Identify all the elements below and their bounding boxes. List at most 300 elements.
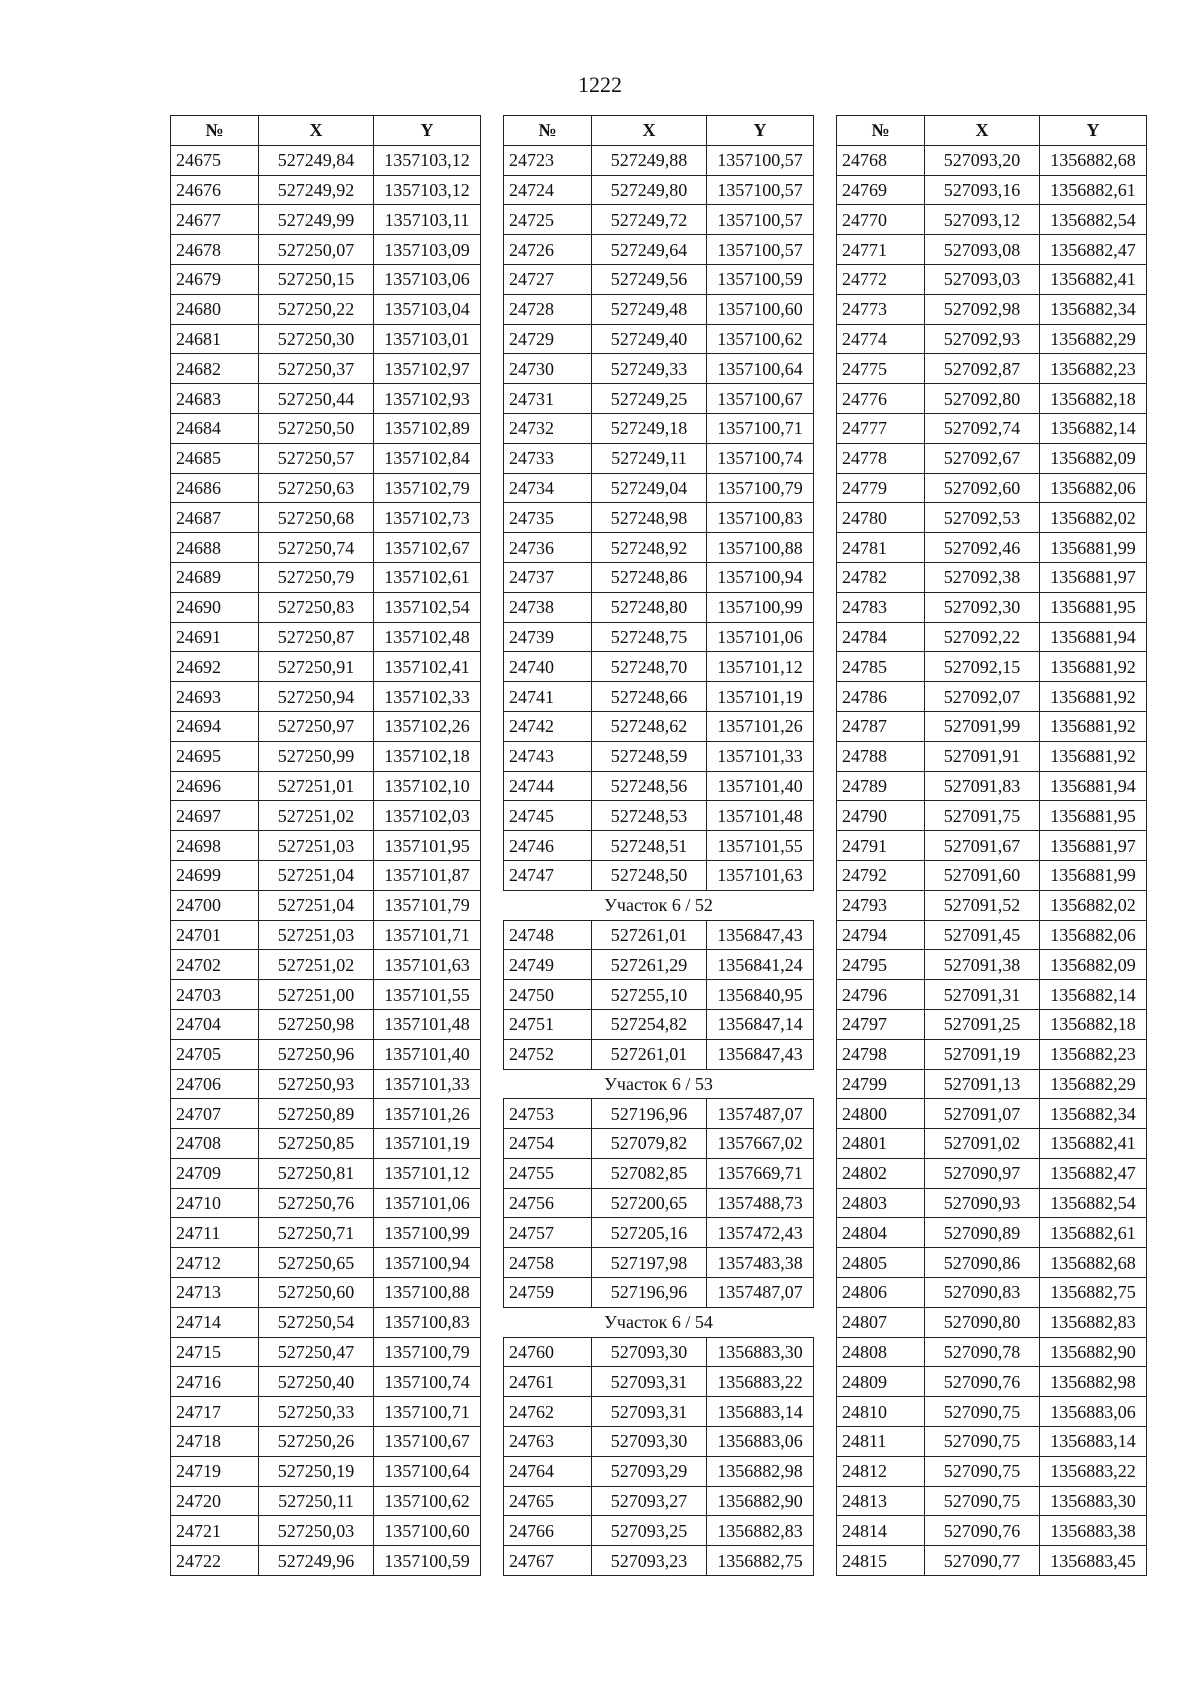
y-coordinate: 1356882,09	[1040, 443, 1147, 473]
x-coordinate: 527251,01	[259, 771, 374, 801]
table-row	[504, 264, 814, 294]
point-number: 24747	[504, 860, 592, 890]
table-row	[171, 443, 481, 473]
point-number: 24789	[837, 771, 925, 801]
x-coordinate: 527249,40	[592, 324, 707, 354]
x-coordinate: 527248,56	[592, 771, 707, 801]
x-coordinate: 527092,53	[925, 503, 1040, 533]
table-row	[504, 503, 814, 533]
point-number: 24697	[171, 801, 259, 831]
table-row	[504, 622, 814, 652]
point-number: 24740	[504, 652, 592, 682]
point-number: 24718	[171, 1427, 259, 1457]
y-coordinate: 1356882,61	[1040, 175, 1147, 205]
x-coordinate: 527251,02	[259, 950, 374, 980]
x-coordinate: 527249,33	[592, 354, 707, 384]
y-coordinate: 1356882,41	[1040, 1129, 1147, 1159]
x-coordinate: 527250,33	[259, 1397, 374, 1427]
y-coordinate: 1357100,57	[707, 205, 814, 235]
point-number: 24811	[837, 1427, 925, 1457]
y-coordinate: 1356882,54	[1040, 205, 1147, 235]
x-coordinate: 527250,89	[259, 1099, 374, 1129]
point-number: 24765	[504, 1486, 592, 1516]
table-row	[171, 920, 481, 950]
point-number: 24771	[837, 235, 925, 265]
x-coordinate: 527250,50	[259, 413, 374, 443]
y-coordinate: 1356883,14	[707, 1397, 814, 1427]
table-row	[171, 890, 481, 920]
point-number: 24709	[171, 1158, 259, 1188]
x-coordinate: 527091,60	[925, 860, 1040, 890]
table-row	[504, 562, 814, 592]
point-number: 24717	[171, 1397, 259, 1427]
section-label: Участок 6 / 52	[504, 890, 814, 920]
table-row	[171, 175, 481, 205]
y-coordinate: 1356883,06	[1040, 1397, 1147, 1427]
table-row	[504, 1486, 814, 1516]
table-row	[171, 354, 481, 384]
x-coordinate: 527249,56	[592, 264, 707, 294]
x-coordinate: 527248,80	[592, 592, 707, 622]
y-coordinate: 1356881,97	[1040, 831, 1147, 861]
x-coordinate: 527248,66	[592, 682, 707, 712]
table-row	[837, 1427, 1147, 1457]
point-number: 24760	[504, 1337, 592, 1367]
table-row	[837, 950, 1147, 980]
point-number: 24694	[171, 711, 259, 741]
y-coordinate: 1357101,26	[707, 711, 814, 741]
table-row	[837, 145, 1147, 175]
y-coordinate: 1356882,02	[1040, 890, 1147, 920]
x-coordinate: 527093,25	[592, 1516, 707, 1546]
table-row	[171, 1427, 481, 1457]
table-row	[171, 1069, 481, 1099]
table-row	[504, 235, 814, 265]
point-number: 24727	[504, 264, 592, 294]
y-coordinate: 1356882,68	[1040, 1248, 1147, 1278]
x-coordinate: 527251,03	[259, 920, 374, 950]
point-number: 24692	[171, 652, 259, 682]
table-row	[837, 205, 1147, 235]
table-row	[837, 860, 1147, 890]
x-coordinate: 527250,47	[259, 1337, 374, 1367]
y-coordinate: 1356882,14	[1040, 413, 1147, 443]
y-coordinate: 1357102,84	[374, 443, 481, 473]
table-row	[837, 1248, 1147, 1278]
y-coordinate: 1357100,71	[707, 413, 814, 443]
y-coordinate: 1356883,22	[707, 1367, 814, 1397]
x-coordinate: 527093,31	[592, 1367, 707, 1397]
table-row	[504, 652, 814, 682]
point-number: 24770	[837, 205, 925, 235]
point-number: 24749	[504, 950, 592, 980]
point-number: 24730	[504, 354, 592, 384]
table-row	[837, 1158, 1147, 1188]
x-coordinate: 527092,38	[925, 562, 1040, 592]
point-number: 24736	[504, 533, 592, 563]
table-row	[837, 384, 1147, 414]
y-coordinate: 1357100,94	[374, 1248, 481, 1278]
x-coordinate: 527251,00	[259, 980, 374, 1010]
x-coordinate: 527249,04	[592, 473, 707, 503]
point-number: 24741	[504, 682, 592, 712]
table-row	[504, 741, 814, 771]
y-coordinate: 1357101,33	[374, 1069, 481, 1099]
y-coordinate: 1357100,60	[374, 1516, 481, 1546]
y-coordinate: 1356882,61	[1040, 1218, 1147, 1248]
y-coordinate: 1356883,06	[707, 1427, 814, 1457]
point-number: 24720	[171, 1486, 259, 1516]
y-coordinate: 1356882,34	[1040, 294, 1147, 324]
table-row	[837, 1069, 1147, 1099]
table-row	[504, 294, 814, 324]
table-row	[504, 1427, 814, 1457]
y-coordinate: 1357101,87	[374, 860, 481, 890]
y-coordinate: 1357103,12	[374, 175, 481, 205]
point-number: 24684	[171, 413, 259, 443]
point-number: 24728	[504, 294, 592, 324]
x-coordinate: 527250,22	[259, 294, 374, 324]
y-coordinate: 1357100,62	[707, 324, 814, 354]
point-number: 24719	[171, 1456, 259, 1486]
table-row	[504, 324, 814, 354]
y-coordinate: 1357100,57	[707, 145, 814, 175]
table-row	[837, 1337, 1147, 1367]
x-coordinate: 527250,91	[259, 652, 374, 682]
point-number: 24792	[837, 860, 925, 890]
point-number: 24713	[171, 1278, 259, 1308]
y-coordinate: 1357100,71	[374, 1397, 481, 1427]
table-row	[837, 264, 1147, 294]
x-coordinate: 527248,70	[592, 652, 707, 682]
table-row	[171, 294, 481, 324]
y-coordinate: 1357100,79	[707, 473, 814, 503]
x-coordinate: 527250,74	[259, 533, 374, 563]
point-number: 24690	[171, 592, 259, 622]
table-row	[837, 1516, 1147, 1546]
x-coordinate: 527251,04	[259, 890, 374, 920]
table-row	[504, 1397, 814, 1427]
point-number: 24795	[837, 950, 925, 980]
point-number: 24704	[171, 1009, 259, 1039]
point-number: 24743	[504, 741, 592, 771]
point-number: 24725	[504, 205, 592, 235]
point-number: 24685	[171, 443, 259, 473]
table-row	[837, 1278, 1147, 1308]
y-coordinate: 1357100,99	[707, 592, 814, 622]
table-row	[837, 801, 1147, 831]
table-row	[171, 1307, 481, 1337]
table-row	[837, 920, 1147, 950]
point-number: 24805	[837, 1248, 925, 1278]
table-row	[504, 473, 814, 503]
point-number: 24746	[504, 831, 592, 861]
point-number: 24739	[504, 622, 592, 652]
table-row	[837, 324, 1147, 354]
y-coordinate: 1356882,18	[1040, 384, 1147, 414]
y-coordinate: 1356882,06	[1040, 920, 1147, 950]
table-row	[837, 1188, 1147, 1218]
point-number: 24815	[837, 1546, 925, 1576]
table-row	[171, 503, 481, 533]
x-coordinate: 527090,75	[925, 1486, 1040, 1516]
table-row	[837, 1009, 1147, 1039]
x-coordinate: 527250,44	[259, 384, 374, 414]
x-coordinate: 527093,29	[592, 1456, 707, 1486]
x-coordinate: 527250,93	[259, 1069, 374, 1099]
point-number: 24729	[504, 324, 592, 354]
x-coordinate: 527250,07	[259, 235, 374, 265]
x-coordinate: 527249,84	[259, 145, 374, 175]
y-coordinate: 1357102,10	[374, 771, 481, 801]
point-number: 24773	[837, 294, 925, 324]
table-row	[171, 1218, 481, 1248]
x-coordinate: 527200,65	[592, 1188, 707, 1218]
point-number: 24742	[504, 711, 592, 741]
x-coordinate: 527092,87	[925, 354, 1040, 384]
table-row	[171, 562, 481, 592]
point-number: 24806	[837, 1278, 925, 1308]
y-coordinate: 1357100,64	[707, 354, 814, 384]
x-coordinate: 527250,76	[259, 1188, 374, 1218]
point-number: 24682	[171, 354, 259, 384]
y-coordinate: 1357102,93	[374, 384, 481, 414]
y-coordinate: 1357101,06	[374, 1188, 481, 1218]
point-number: 24722	[171, 1546, 259, 1576]
y-coordinate: 1356841,24	[707, 950, 814, 980]
y-coordinate: 1356882,14	[1040, 980, 1147, 1010]
table-row	[171, 384, 481, 414]
table-row	[171, 1009, 481, 1039]
table-row	[837, 562, 1147, 592]
table-row	[171, 1516, 481, 1546]
section-row	[504, 890, 814, 920]
point-number: 24756	[504, 1188, 592, 1218]
table-row	[171, 622, 481, 652]
table-row	[504, 1188, 814, 1218]
table-row	[171, 771, 481, 801]
y-coordinate: 1357483,38	[707, 1248, 814, 1278]
table-row	[837, 682, 1147, 712]
x-coordinate: 527249,99	[259, 205, 374, 235]
point-number: 24810	[837, 1397, 925, 1427]
column-header-number: №	[504, 116, 592, 146]
point-number: 24711	[171, 1218, 259, 1248]
y-coordinate: 1357101,40	[374, 1039, 481, 1069]
x-coordinate: 527092,98	[925, 294, 1040, 324]
y-coordinate: 1356881,92	[1040, 652, 1147, 682]
x-coordinate: 527196,96	[592, 1278, 707, 1308]
table-row	[171, 1248, 481, 1278]
point-number: 24700	[171, 890, 259, 920]
table-row	[837, 473, 1147, 503]
y-coordinate: 1356882,47	[1040, 235, 1147, 265]
point-number: 24782	[837, 562, 925, 592]
y-coordinate: 1357100,59	[707, 264, 814, 294]
x-coordinate: 527249,96	[259, 1546, 374, 1576]
y-coordinate: 1357100,79	[374, 1337, 481, 1367]
table-row	[837, 592, 1147, 622]
x-coordinate: 527261,01	[592, 920, 707, 950]
table-row	[837, 1039, 1147, 1069]
point-number: 24763	[504, 1427, 592, 1457]
coordinates-table-3	[836, 115, 1147, 1576]
x-coordinate: 527250,03	[259, 1516, 374, 1546]
table-row	[837, 354, 1147, 384]
table-row	[171, 592, 481, 622]
point-number: 24703	[171, 980, 259, 1010]
y-coordinate: 1356882,98	[707, 1456, 814, 1486]
y-coordinate: 1357472,43	[707, 1218, 814, 1248]
point-number: 24726	[504, 235, 592, 265]
point-number: 24678	[171, 235, 259, 265]
point-number: 24776	[837, 384, 925, 414]
table-row	[171, 801, 481, 831]
table-row	[171, 682, 481, 712]
point-number: 24687	[171, 503, 259, 533]
table-row	[504, 1278, 814, 1308]
x-coordinate: 527093,16	[925, 175, 1040, 205]
x-coordinate: 527091,67	[925, 831, 1040, 861]
y-coordinate: 1357100,57	[707, 235, 814, 265]
point-number: 24799	[837, 1069, 925, 1099]
x-coordinate: 527092,74	[925, 413, 1040, 443]
x-coordinate: 527249,64	[592, 235, 707, 265]
y-coordinate: 1357100,83	[374, 1307, 481, 1337]
x-coordinate: 527250,60	[259, 1278, 374, 1308]
point-number: 24701	[171, 920, 259, 950]
point-number: 24767	[504, 1546, 592, 1576]
y-coordinate: 1357100,94	[707, 562, 814, 592]
x-coordinate: 527250,57	[259, 443, 374, 473]
table-row	[504, 1248, 814, 1278]
table-row	[171, 145, 481, 175]
point-number: 24787	[837, 711, 925, 741]
y-coordinate: 1357102,73	[374, 503, 481, 533]
x-coordinate: 527090,86	[925, 1248, 1040, 1278]
x-coordinate: 527250,63	[259, 473, 374, 503]
x-coordinate: 527250,19	[259, 1456, 374, 1486]
point-number: 24681	[171, 324, 259, 354]
point-number: 24807	[837, 1307, 925, 1337]
x-coordinate: 527261,29	[592, 950, 707, 980]
x-coordinate: 527250,11	[259, 1486, 374, 1516]
x-coordinate: 527091,07	[925, 1099, 1040, 1129]
x-coordinate: 527250,96	[259, 1039, 374, 1069]
y-coordinate: 1357100,99	[374, 1218, 481, 1248]
point-number: 24702	[171, 950, 259, 980]
x-coordinate: 527249,80	[592, 175, 707, 205]
table-row	[837, 1129, 1147, 1159]
y-coordinate: 1356882,29	[1040, 1069, 1147, 1099]
point-number: 24808	[837, 1337, 925, 1367]
table-row	[837, 711, 1147, 741]
point-number: 24796	[837, 980, 925, 1010]
y-coordinate: 1357101,95	[374, 831, 481, 861]
point-number: 24803	[837, 1188, 925, 1218]
y-coordinate: 1357101,40	[707, 771, 814, 801]
x-coordinate: 527090,78	[925, 1337, 1040, 1367]
table-row	[504, 175, 814, 205]
table-row	[504, 1218, 814, 1248]
point-number: 24798	[837, 1039, 925, 1069]
table-row	[837, 1218, 1147, 1248]
table-row	[171, 205, 481, 235]
table-row	[837, 175, 1147, 205]
point-number: 24780	[837, 503, 925, 533]
point-number: 24686	[171, 473, 259, 503]
y-coordinate: 1357100,57	[707, 175, 814, 205]
point-number: 24786	[837, 682, 925, 712]
point-number: 24777	[837, 413, 925, 443]
x-coordinate: 527092,22	[925, 622, 1040, 652]
x-coordinate: 527091,13	[925, 1069, 1040, 1099]
x-coordinate: 527091,45	[925, 920, 1040, 950]
point-number: 24723	[504, 145, 592, 175]
y-coordinate: 1357100,62	[374, 1486, 481, 1516]
x-coordinate: 527197,98	[592, 1248, 707, 1278]
table-row	[171, 1456, 481, 1486]
x-coordinate: 527092,93	[925, 324, 1040, 354]
y-coordinate: 1357100,64	[374, 1456, 481, 1486]
table-row	[837, 890, 1147, 920]
point-number: 24712	[171, 1248, 259, 1278]
x-coordinate: 527091,91	[925, 741, 1040, 771]
table-header-row	[504, 116, 814, 146]
x-coordinate: 527248,86	[592, 562, 707, 592]
point-number: 24790	[837, 801, 925, 831]
table-row	[171, 741, 481, 771]
y-coordinate: 1357102,03	[374, 801, 481, 831]
table-row	[504, 1367, 814, 1397]
point-number: 24724	[504, 175, 592, 205]
x-coordinate: 527250,94	[259, 682, 374, 712]
y-coordinate: 1356883,14	[1040, 1427, 1147, 1457]
table-row	[171, 1367, 481, 1397]
x-coordinate: 527249,18	[592, 413, 707, 443]
point-number: 24732	[504, 413, 592, 443]
x-coordinate: 527093,23	[592, 1546, 707, 1576]
x-coordinate: 527091,31	[925, 980, 1040, 1010]
point-number: 24698	[171, 831, 259, 861]
point-number: 24753	[504, 1099, 592, 1129]
point-number: 24813	[837, 1486, 925, 1516]
table-row	[837, 503, 1147, 533]
table-row	[837, 443, 1147, 473]
point-number: 24748	[504, 920, 592, 950]
x-coordinate: 527248,92	[592, 533, 707, 563]
y-coordinate: 1357100,67	[374, 1427, 481, 1457]
table-row	[837, 622, 1147, 652]
y-coordinate: 1357488,73	[707, 1188, 814, 1218]
table-row	[504, 443, 814, 473]
table-row	[504, 1158, 814, 1188]
table-row	[504, 1099, 814, 1129]
coordinates-table-1	[170, 115, 481, 1576]
y-coordinate: 1356882,90	[1040, 1337, 1147, 1367]
y-coordinate: 1357101,48	[707, 801, 814, 831]
point-number: 24793	[837, 890, 925, 920]
column-header-y: Y	[1040, 116, 1147, 146]
x-coordinate: 527092,67	[925, 443, 1040, 473]
point-number: 24706	[171, 1069, 259, 1099]
column-header-x: X	[925, 116, 1040, 146]
y-coordinate: 1357101,19	[707, 682, 814, 712]
x-coordinate: 527093,27	[592, 1486, 707, 1516]
x-coordinate: 527250,40	[259, 1367, 374, 1397]
point-number: 24802	[837, 1158, 925, 1188]
page-number: 1222	[578, 72, 622, 97]
